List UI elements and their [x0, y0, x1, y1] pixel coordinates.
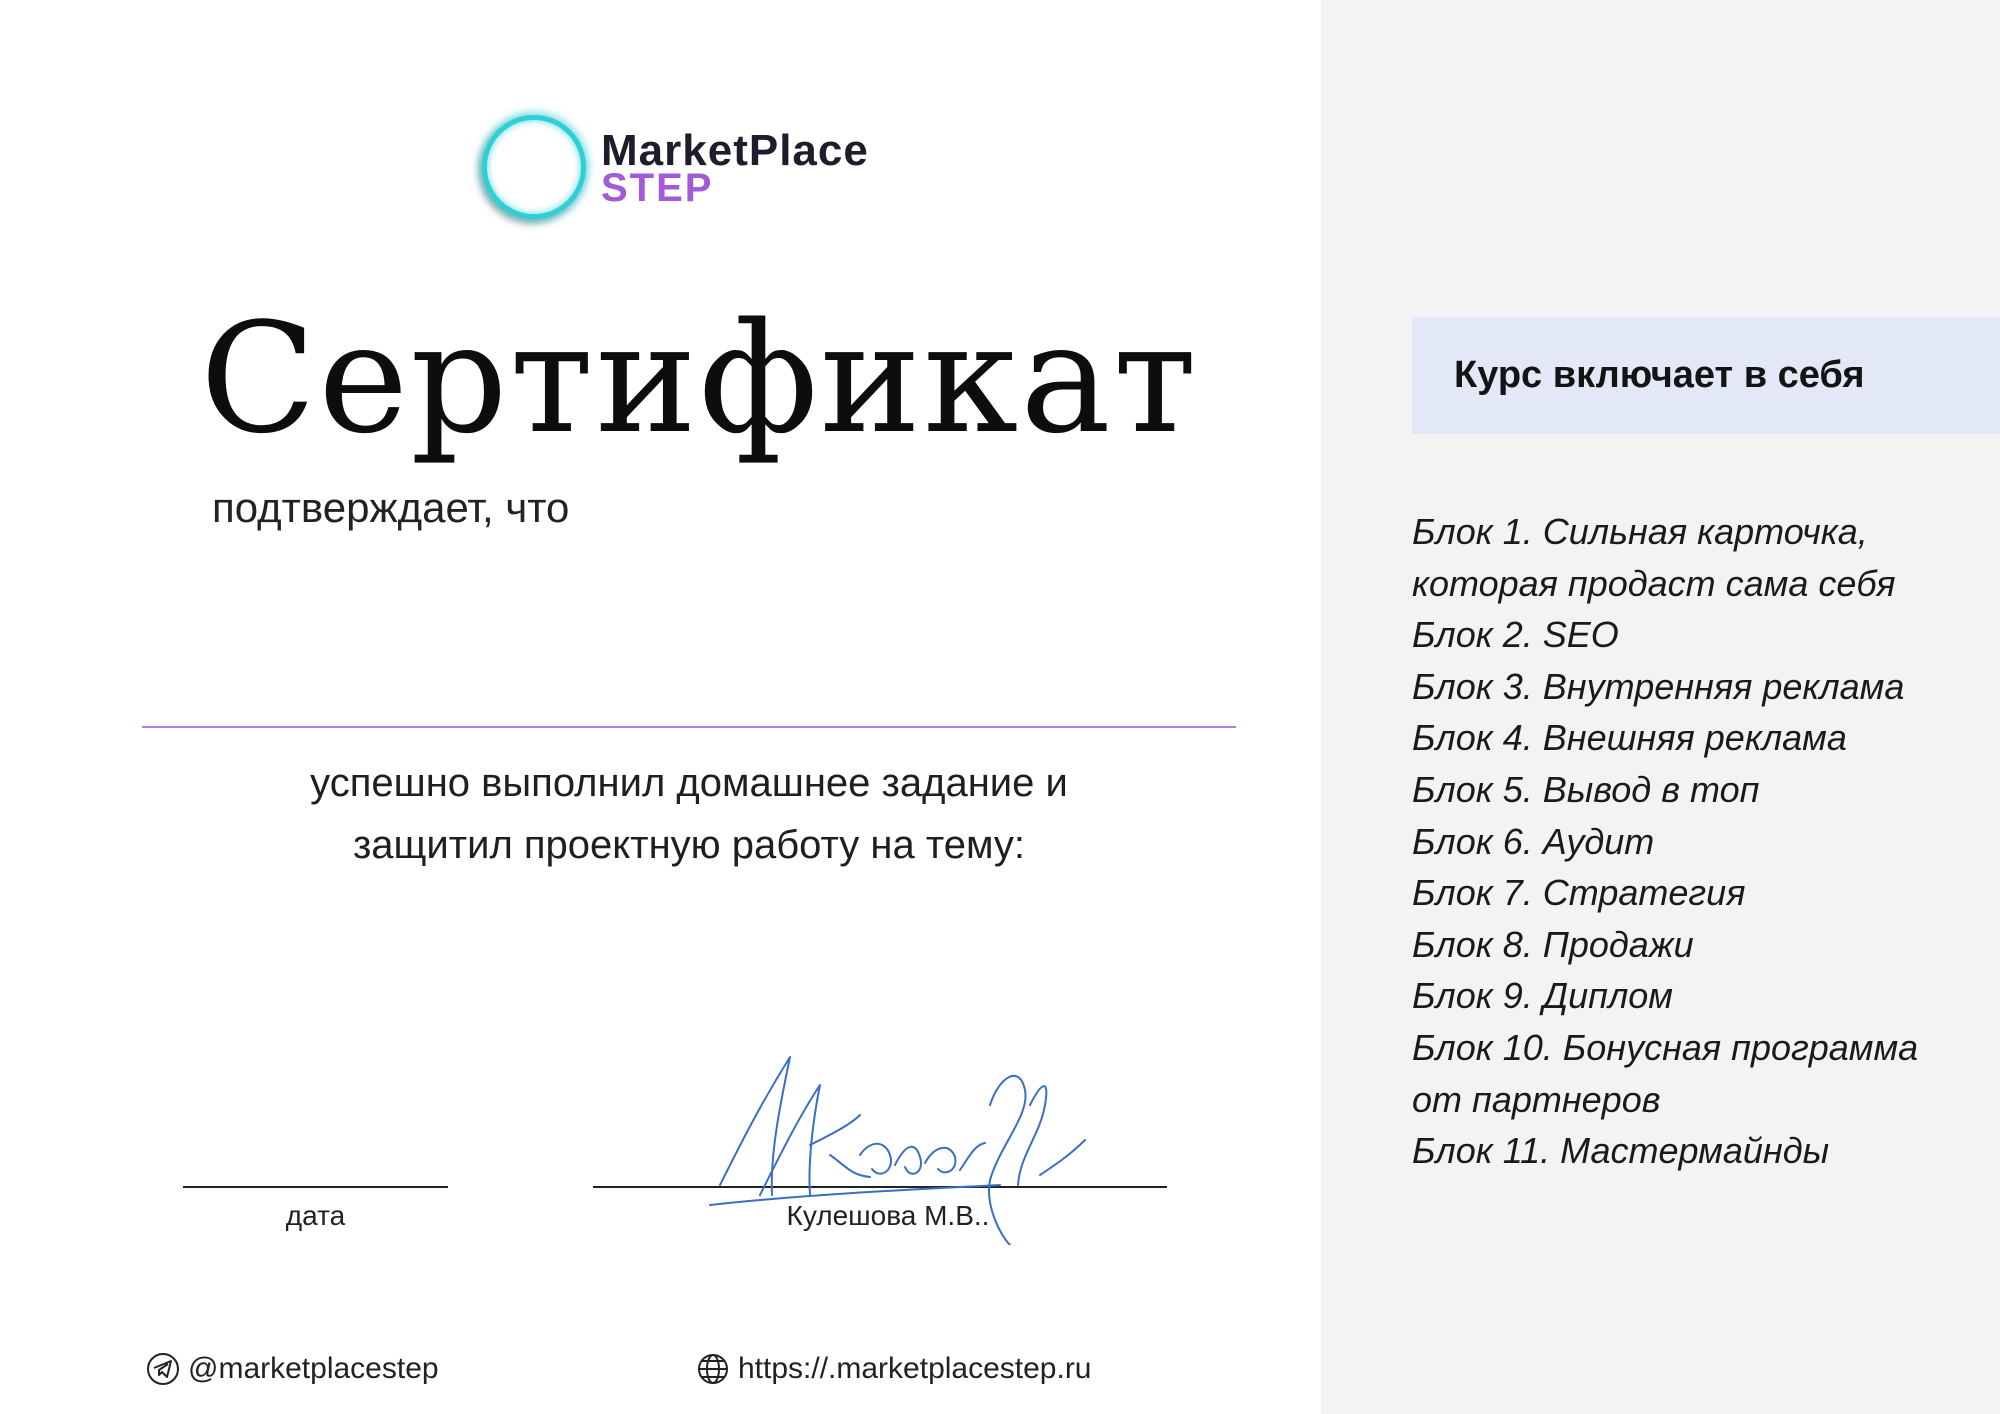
confirms-text: подтверждает, что: [212, 484, 570, 531]
course-header-text: Курс включает в себя: [1454, 354, 1865, 396]
list-item: Блок 7. Стратегия: [1412, 872, 1746, 914]
list-item: Блок 6. Аудит: [1412, 820, 1655, 862]
course-block-list: [1412, 506, 1972, 1177]
footer-website[interactable]: [696, 1352, 1092, 1386]
footer-telegram[interactable]: [146, 1352, 439, 1386]
telegram-handle[interactable]: @marketplacestep: [188, 1352, 439, 1385]
list-item: Блок 9. Диплом: [1412, 975, 1673, 1017]
list-item: Блок 2. SEO: [1412, 614, 1619, 656]
handwritten-signature: [700, 1045, 1090, 1245]
list-item: Блок 11. Мастермайнды: [1412, 1130, 1830, 1172]
list-item: Блок 3. Внутренняя реклама: [1412, 665, 1905, 707]
recipient-name-line: [142, 726, 1236, 728]
globe-icon: [696, 1352, 730, 1386]
list-item: Блок 1. Сильная карточка, которая продаст сама себя: [1412, 511, 1896, 604]
course-header-box: [1412, 317, 2000, 434]
completion-line-1: успешно выполнил домашнее задание и: [310, 761, 1068, 805]
completion-line-2: защитил проектную работу на тему:: [352, 823, 1026, 867]
website-url[interactable]: https://.marketplacestep.ru: [738, 1352, 1092, 1385]
list-item: Блок 8. Продажи: [1412, 923, 1694, 965]
completion-text: [142, 752, 1236, 876]
list-item: Блок 5. Вывод в топ: [1412, 768, 1760, 810]
date-label: дата: [285, 1200, 346, 1231]
list-item: Блок 4. Внешняя реклама: [1412, 717, 1847, 759]
certificate-title: Сертификат: [200, 290, 1199, 467]
signer-name-label: Кулешова М.В..: [786, 1200, 990, 1231]
logo-ring-icon: [482, 115, 586, 219]
list-item: Блок 10. Бонусная программа от партнеров: [1412, 1026, 1919, 1120]
logo-text-step: STEP: [601, 166, 714, 210]
date-signature-line: [183, 1186, 448, 1188]
logo-text-marketplace: MarketPlace: [601, 126, 869, 175]
telegram-icon: [146, 1352, 180, 1386]
